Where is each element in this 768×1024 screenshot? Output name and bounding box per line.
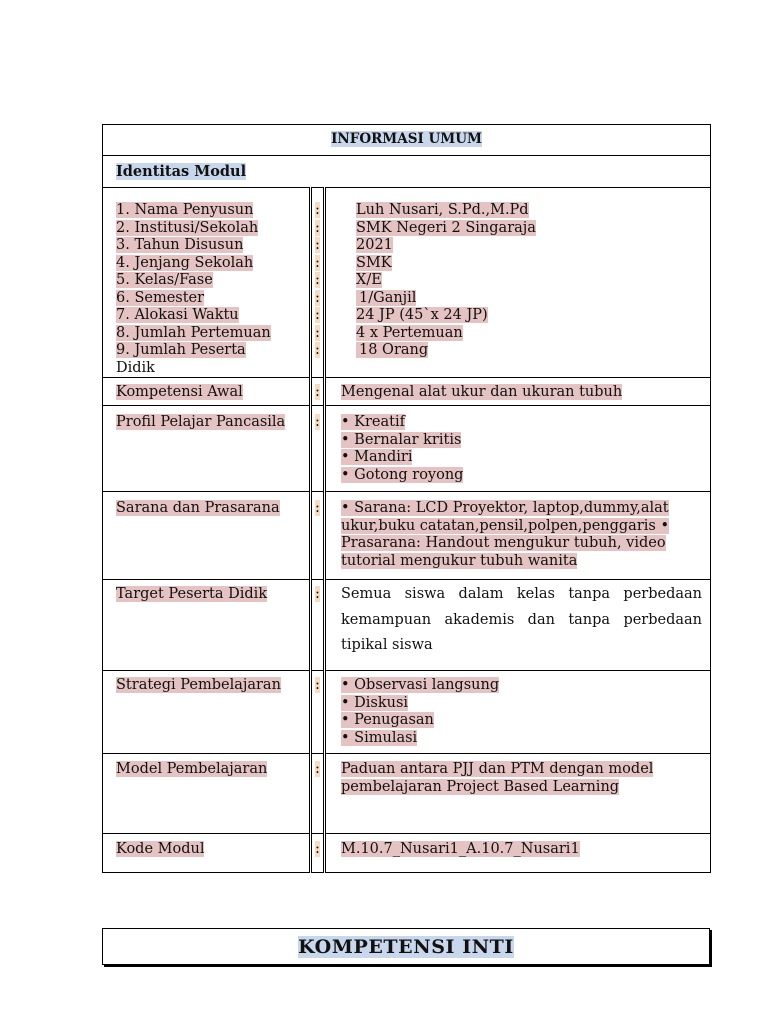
table-title-cell xyxy=(103,125,711,156)
table-row-kode xyxy=(103,834,711,873)
model-value: Paduan antara PJJ dan PTM dengan model pembelajaran Project Based Learning xyxy=(341,761,654,795)
value-jumlah-peserta: 18 Orang xyxy=(356,342,428,358)
list-item: • Observasi langsung xyxy=(341,677,500,693)
value-alokasi: 24 JP (45`x 24 JP) xyxy=(356,307,488,323)
strategi-label-cell xyxy=(103,671,311,754)
label-jumlah-pertemuan: 8. Jumlah Pertemuan xyxy=(116,324,271,341)
list-item: • Bernalar kritis xyxy=(341,431,462,448)
kode-label-cell xyxy=(103,834,311,873)
list-item: • Mandiri xyxy=(341,449,413,465)
colon: : xyxy=(315,324,320,341)
colon: : xyxy=(315,586,320,602)
value-semester: 1/Ganjil xyxy=(356,290,416,306)
target-label-cell xyxy=(103,580,311,671)
model-value-cell xyxy=(325,754,711,834)
colon: : xyxy=(315,254,320,271)
profil-value-cell xyxy=(325,406,711,492)
value-institusi: SMK Negeri 2 Singaraja xyxy=(356,219,536,236)
target-value-cell xyxy=(325,580,711,671)
colon: : xyxy=(315,237,320,253)
colon: : xyxy=(315,500,320,516)
profil-label: Profil Pelajar Pancasila xyxy=(116,414,286,430)
sarana-label: Sarana dan Prasarana xyxy=(116,500,280,516)
label-kelas: 5. Kelas/Fase xyxy=(116,272,213,288)
label-jenjang: 4. Jenjang Sekolah xyxy=(116,254,254,271)
colon: : xyxy=(315,202,320,218)
kompetensi-inti-title: KOMPETENSI INTI xyxy=(298,935,514,958)
identitas-values xyxy=(325,188,711,378)
identitas-colons xyxy=(311,188,325,378)
list-item: • Gotong royong xyxy=(341,466,464,483)
colon-cell xyxy=(311,671,325,754)
table-row-kompetensi-awal xyxy=(103,378,711,406)
informasi-umum-table xyxy=(102,124,711,873)
table-title: INFORMASI UMUM xyxy=(331,131,482,148)
colon: : xyxy=(315,289,320,306)
kode-value: M.10.7_Nusari1_A.10.7_Nusari1 xyxy=(341,841,580,857)
model-label: Model Pembelajaran xyxy=(116,761,268,777)
strategi-value-cell xyxy=(325,671,711,754)
kompetensi-awal-value-cell xyxy=(325,378,711,406)
label-institusi: 2. Institusi/Sekolah xyxy=(116,219,259,236)
colon-cell xyxy=(311,834,325,873)
value-jumlah-pertemuan: 4 x Pertemuan xyxy=(356,324,463,341)
model-label-cell xyxy=(103,754,311,834)
colon: : xyxy=(315,272,320,288)
colon-cell xyxy=(311,754,325,834)
table-row-profil-pelajar xyxy=(103,406,711,492)
kompetensi-awal-label: Kompetensi Awal xyxy=(116,384,243,400)
table-row-identitas xyxy=(103,188,711,378)
value-kelas: X/E xyxy=(356,272,382,288)
label-nama-penyusun: 1. Nama Penyusun xyxy=(116,202,254,218)
label-semester: 6. Semester xyxy=(116,289,205,306)
value-nama-penyusun: Luh Nusari, S.Pd.,M.Pd xyxy=(356,202,529,218)
colon-cell xyxy=(311,378,325,406)
label-tahun: 3. Tahun Disusun xyxy=(116,237,244,253)
identitas-heading-cell xyxy=(103,156,711,188)
table-row-strategi xyxy=(103,671,711,754)
colon: : xyxy=(315,342,320,358)
value-tahun: 2021 xyxy=(356,237,393,253)
colon: : xyxy=(315,219,320,236)
kompetensi-inti-box xyxy=(102,928,710,965)
colon: : xyxy=(315,677,320,693)
sarana-value: • Sarana: LCD Proyektor, laptop,dummy,alat ukur,buku catatan,pensil,polpen,penggaris • Prasarana: Handout mengukur tubuh, video tutorial mengukur tubuh wanita xyxy=(341,500,669,569)
colon-cell xyxy=(311,580,325,671)
kode-value-cell xyxy=(325,834,711,873)
target-value: Semua siswa dalam kelas tanpa perbedaan kemampuan akademis dan tanpa perbedaan tipikal siswa xyxy=(341,586,703,653)
colon: : xyxy=(315,384,320,400)
table-row-target xyxy=(103,580,711,671)
list-item: • Diskusi xyxy=(341,694,409,711)
colon-cell xyxy=(311,406,325,492)
identitas-heading: Identitas Modul xyxy=(116,162,247,180)
table-row-model xyxy=(103,754,711,834)
kompetensi-awal-label-cell xyxy=(103,378,311,406)
colon: : xyxy=(315,414,320,430)
label-didik: Didik xyxy=(116,359,155,376)
strategi-label: Strategi Pembelajaran xyxy=(116,677,281,693)
profil-label-cell xyxy=(103,406,311,492)
kompetensi-awal-value: Mengenal alat ukur dan ukuran tubuh xyxy=(341,384,623,400)
sarana-label-cell xyxy=(103,492,311,580)
list-item: • Penugasan xyxy=(341,712,434,728)
colon: : xyxy=(315,761,320,777)
colon: : xyxy=(315,307,320,323)
list-item: • Simulasi xyxy=(341,729,418,746)
list-item: • Kreatif xyxy=(341,414,405,430)
label-alokasi: 7. Alokasi Waktu xyxy=(116,307,239,323)
colon-cell xyxy=(311,492,325,580)
value-jenjang: SMK xyxy=(356,254,392,271)
sarana-value-cell xyxy=(325,492,711,580)
table-row-sarana xyxy=(103,492,711,580)
kode-label: Kode Modul xyxy=(116,841,205,857)
label-jumlah-peserta: 9. Jumlah Peserta xyxy=(116,342,246,358)
target-label: Target Peserta Didik xyxy=(116,586,268,602)
identitas-labels xyxy=(103,188,311,378)
colon: : xyxy=(315,841,320,857)
